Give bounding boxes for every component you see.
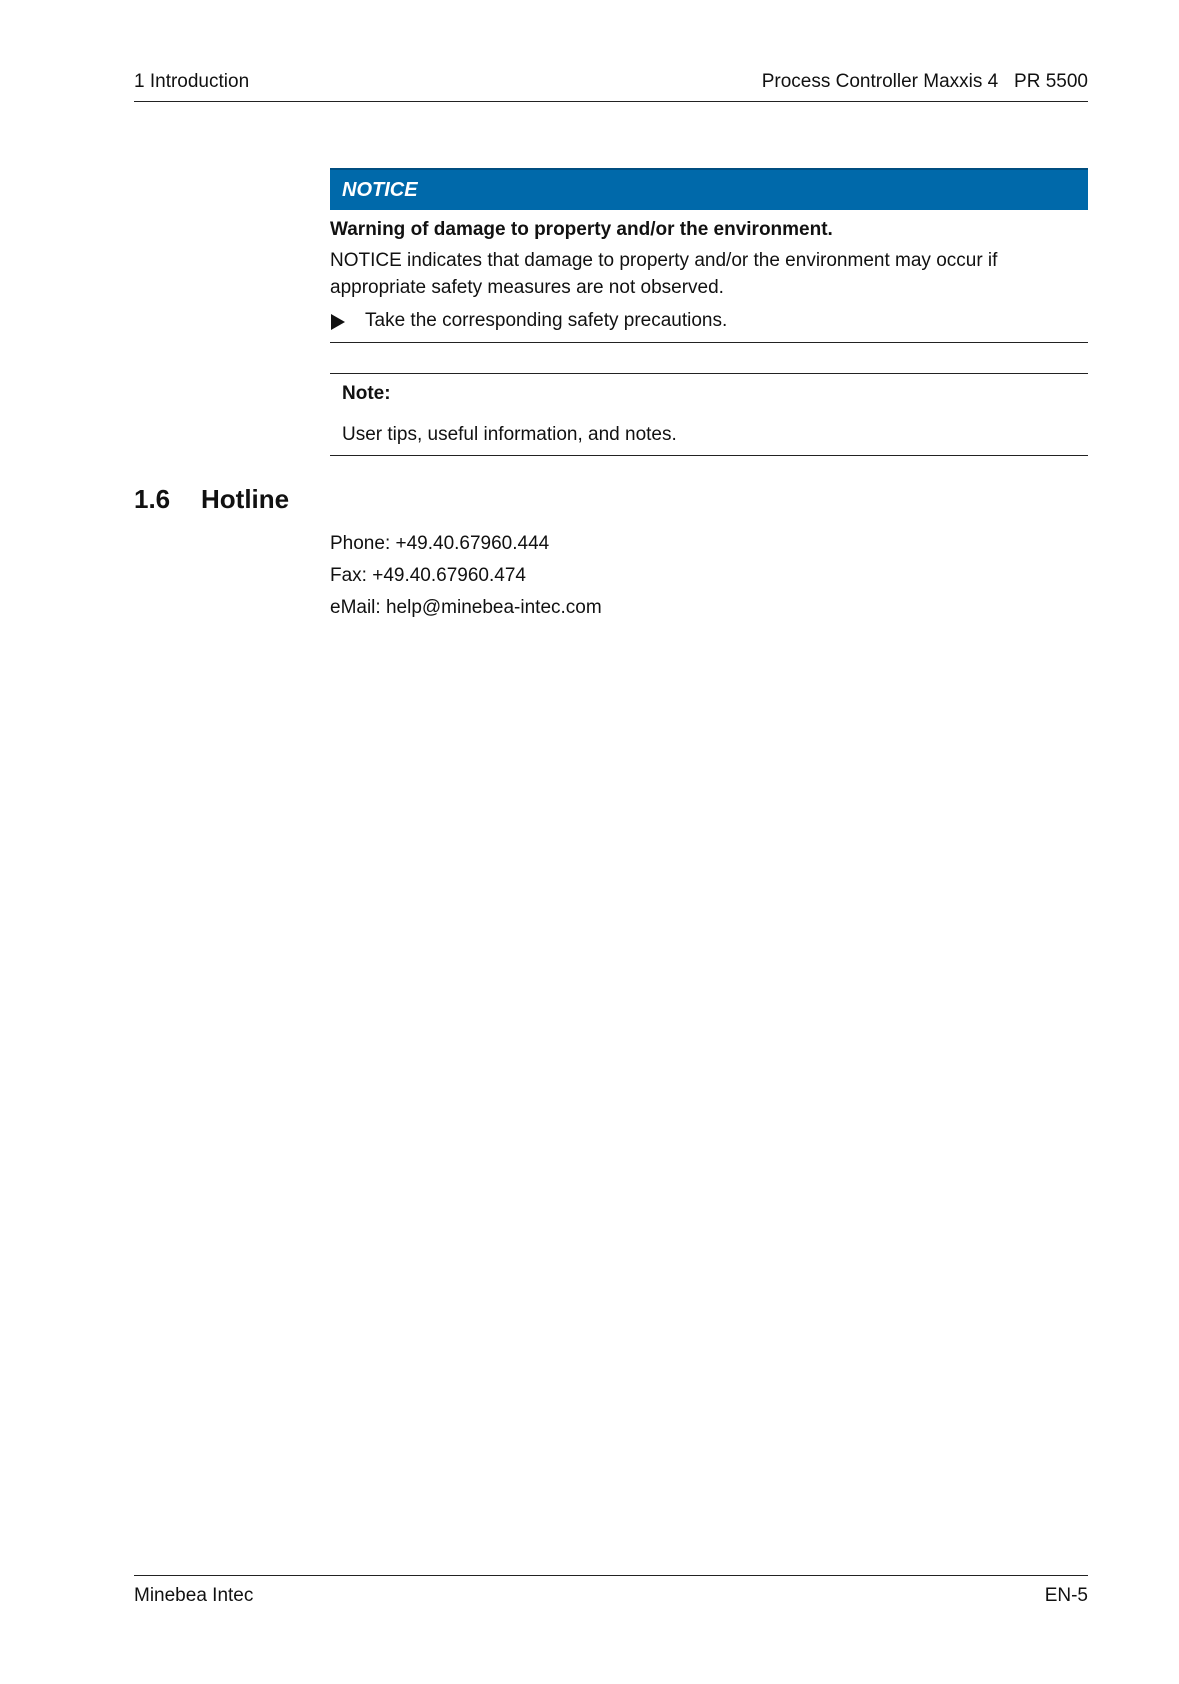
product-title: Process Controller Maxxis 4 PR 5500 [761, 71, 1088, 92]
note-box [330, 373, 1088, 456]
note-title: Note: [342, 383, 391, 404]
notice-title: Warning of damage to property and/or the environment. [330, 219, 833, 240]
phone-line: Phone: +49.40.67960.444 [330, 533, 550, 554]
section-title: Hotline [201, 484, 290, 514]
page-footer [134, 1575, 1088, 1610]
notice-action-text: Take the corresponding safety precautions. [365, 310, 728, 331]
chapter-title: 1 Introduction [134, 71, 250, 92]
notice-label: NOTICE [330, 168, 1088, 210]
page-header [134, 68, 1088, 102]
note-text: User tips, useful information, and notes. [342, 424, 677, 445]
arrow-right-icon [331, 314, 345, 330]
section-number: 1.6 [134, 484, 171, 514]
page-number: EN-5 [1044, 1585, 1088, 1606]
hotline-contact [330, 528, 602, 624]
notice-action-item [330, 307, 1088, 334]
notice-box [330, 168, 1088, 343]
email-line: eMail: help@minebea-intec.com [330, 597, 602, 618]
company-name: Minebea Intec [134, 1585, 254, 1606]
notice-text: NOTICE indicates that damage to property and/or the environment may occur if appropriate safety measures are not observed. [330, 250, 998, 298]
fax-line: Fax: +49.40.67960.474 [330, 565, 526, 586]
